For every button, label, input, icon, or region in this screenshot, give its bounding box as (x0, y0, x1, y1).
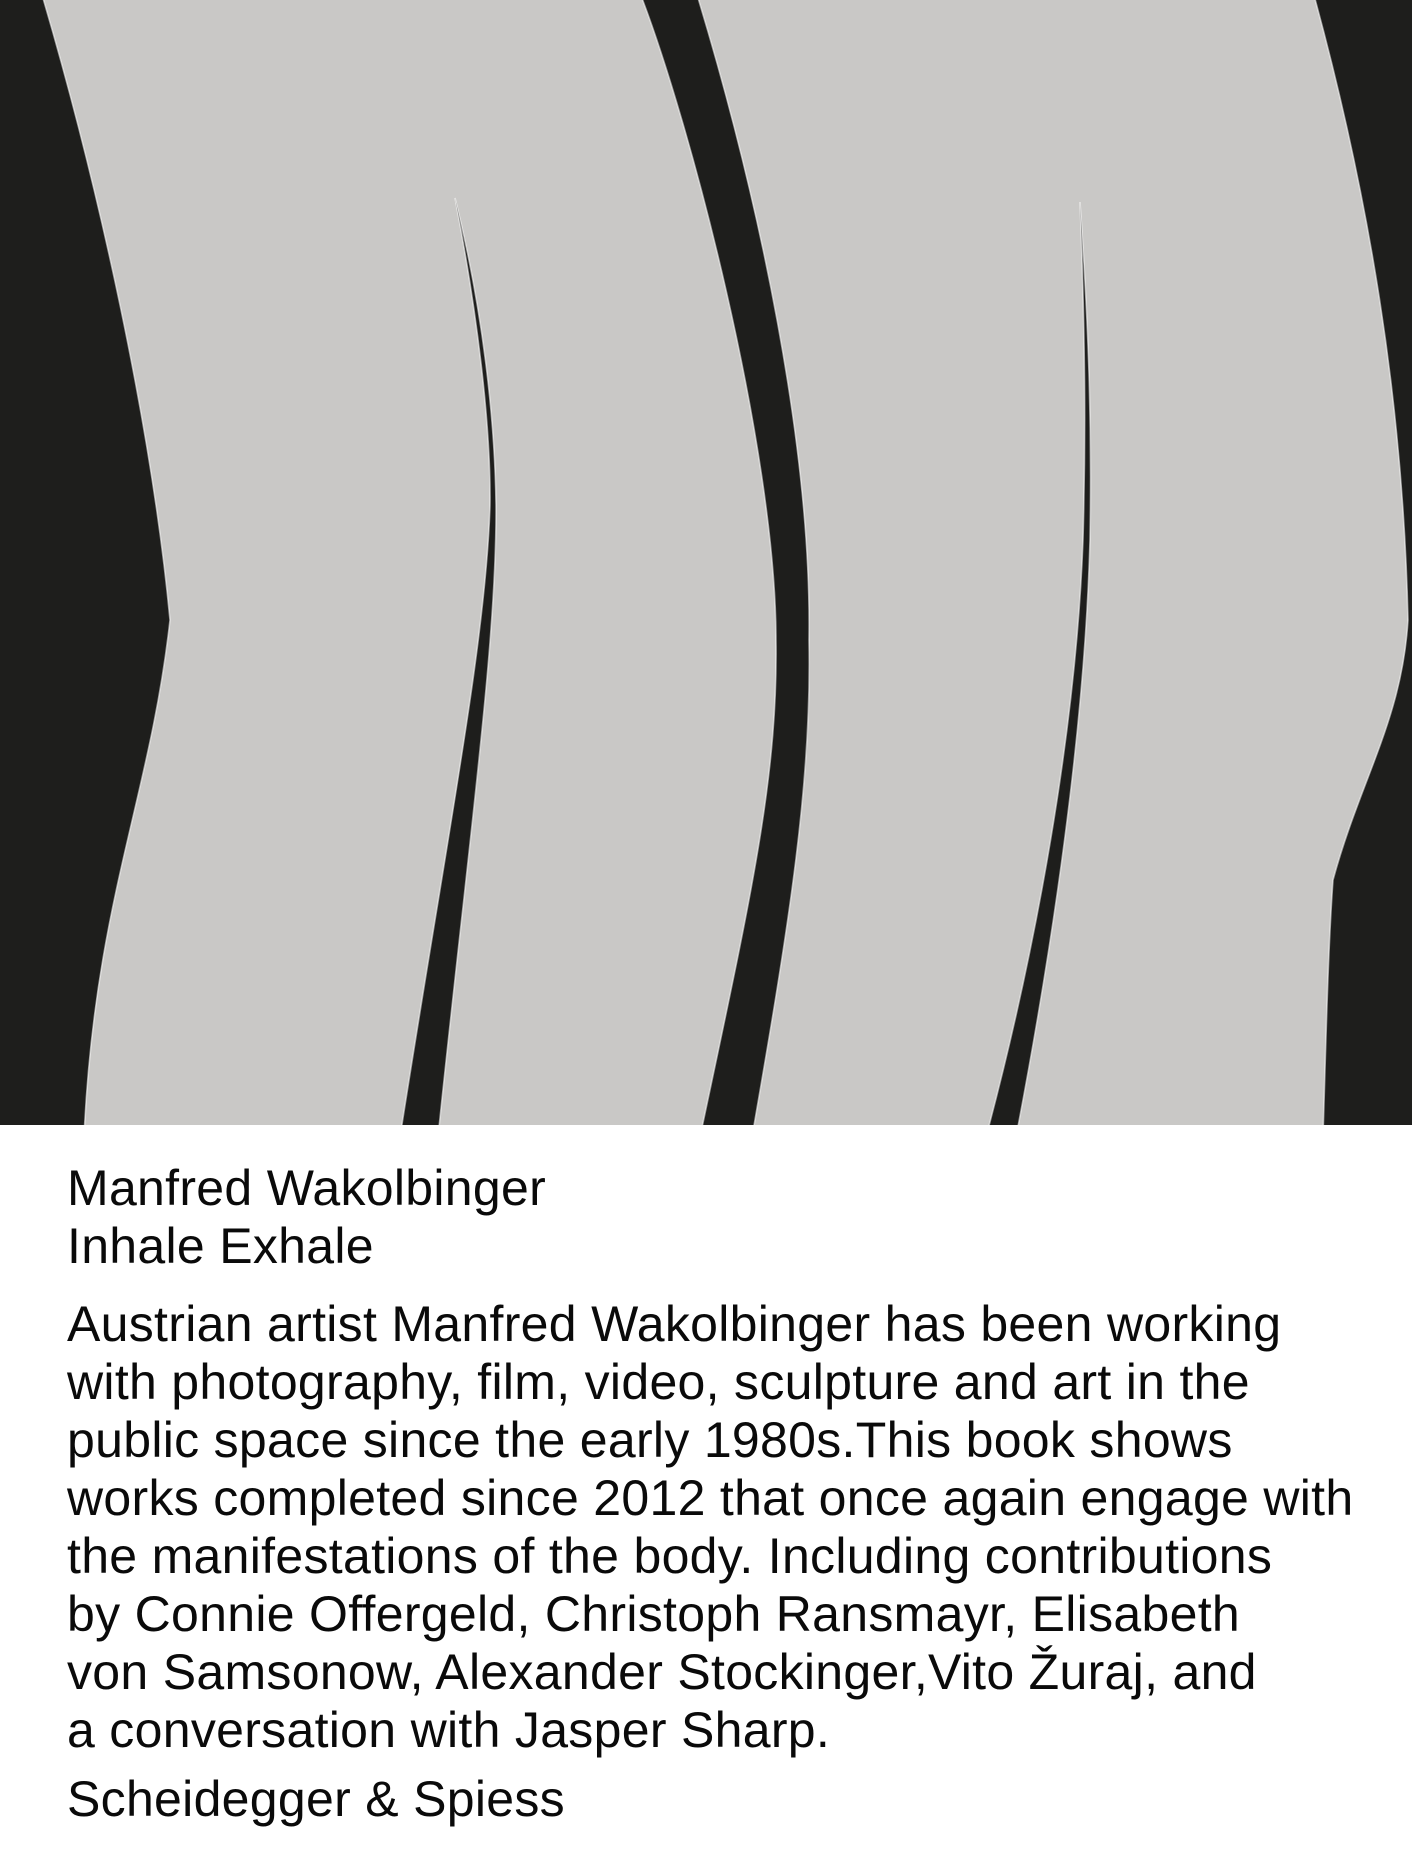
description-line: the manifestations of the body. Including contributions (67, 1528, 1273, 1584)
description-line: von Samsonow, Alexander Stockinger,Vito Žuraj, and (67, 1644, 1257, 1700)
book-author-line: Manfred Wakolbinger (67, 1160, 547, 1216)
description-line: public space since the early 1980s.This book shows (67, 1412, 1233, 1468)
publisher-name: Scheidegger & Spiess (67, 1771, 565, 1827)
description-line: a conversation with Jasper Sharp. (67, 1702, 831, 1758)
book-title (67, 1159, 1372, 1275)
description-line: Austrian artist Manfred Wakolbinger has been working (67, 1296, 1282, 1352)
description-line: by Connie Offergeld, Christoph Ransmayr, Elisabeth (67, 1586, 1241, 1642)
book-title-line: Inhale Exhale (67, 1218, 374, 1274)
cover-text-block (0, 1125, 1412, 1828)
publisher (67, 1770, 1372, 1828)
description-line: works completed since 2012 that once again engage with (67, 1470, 1354, 1526)
book-description (67, 1295, 1372, 1759)
description-line: with photography, film, video, sculpture and art in the (67, 1354, 1250, 1410)
